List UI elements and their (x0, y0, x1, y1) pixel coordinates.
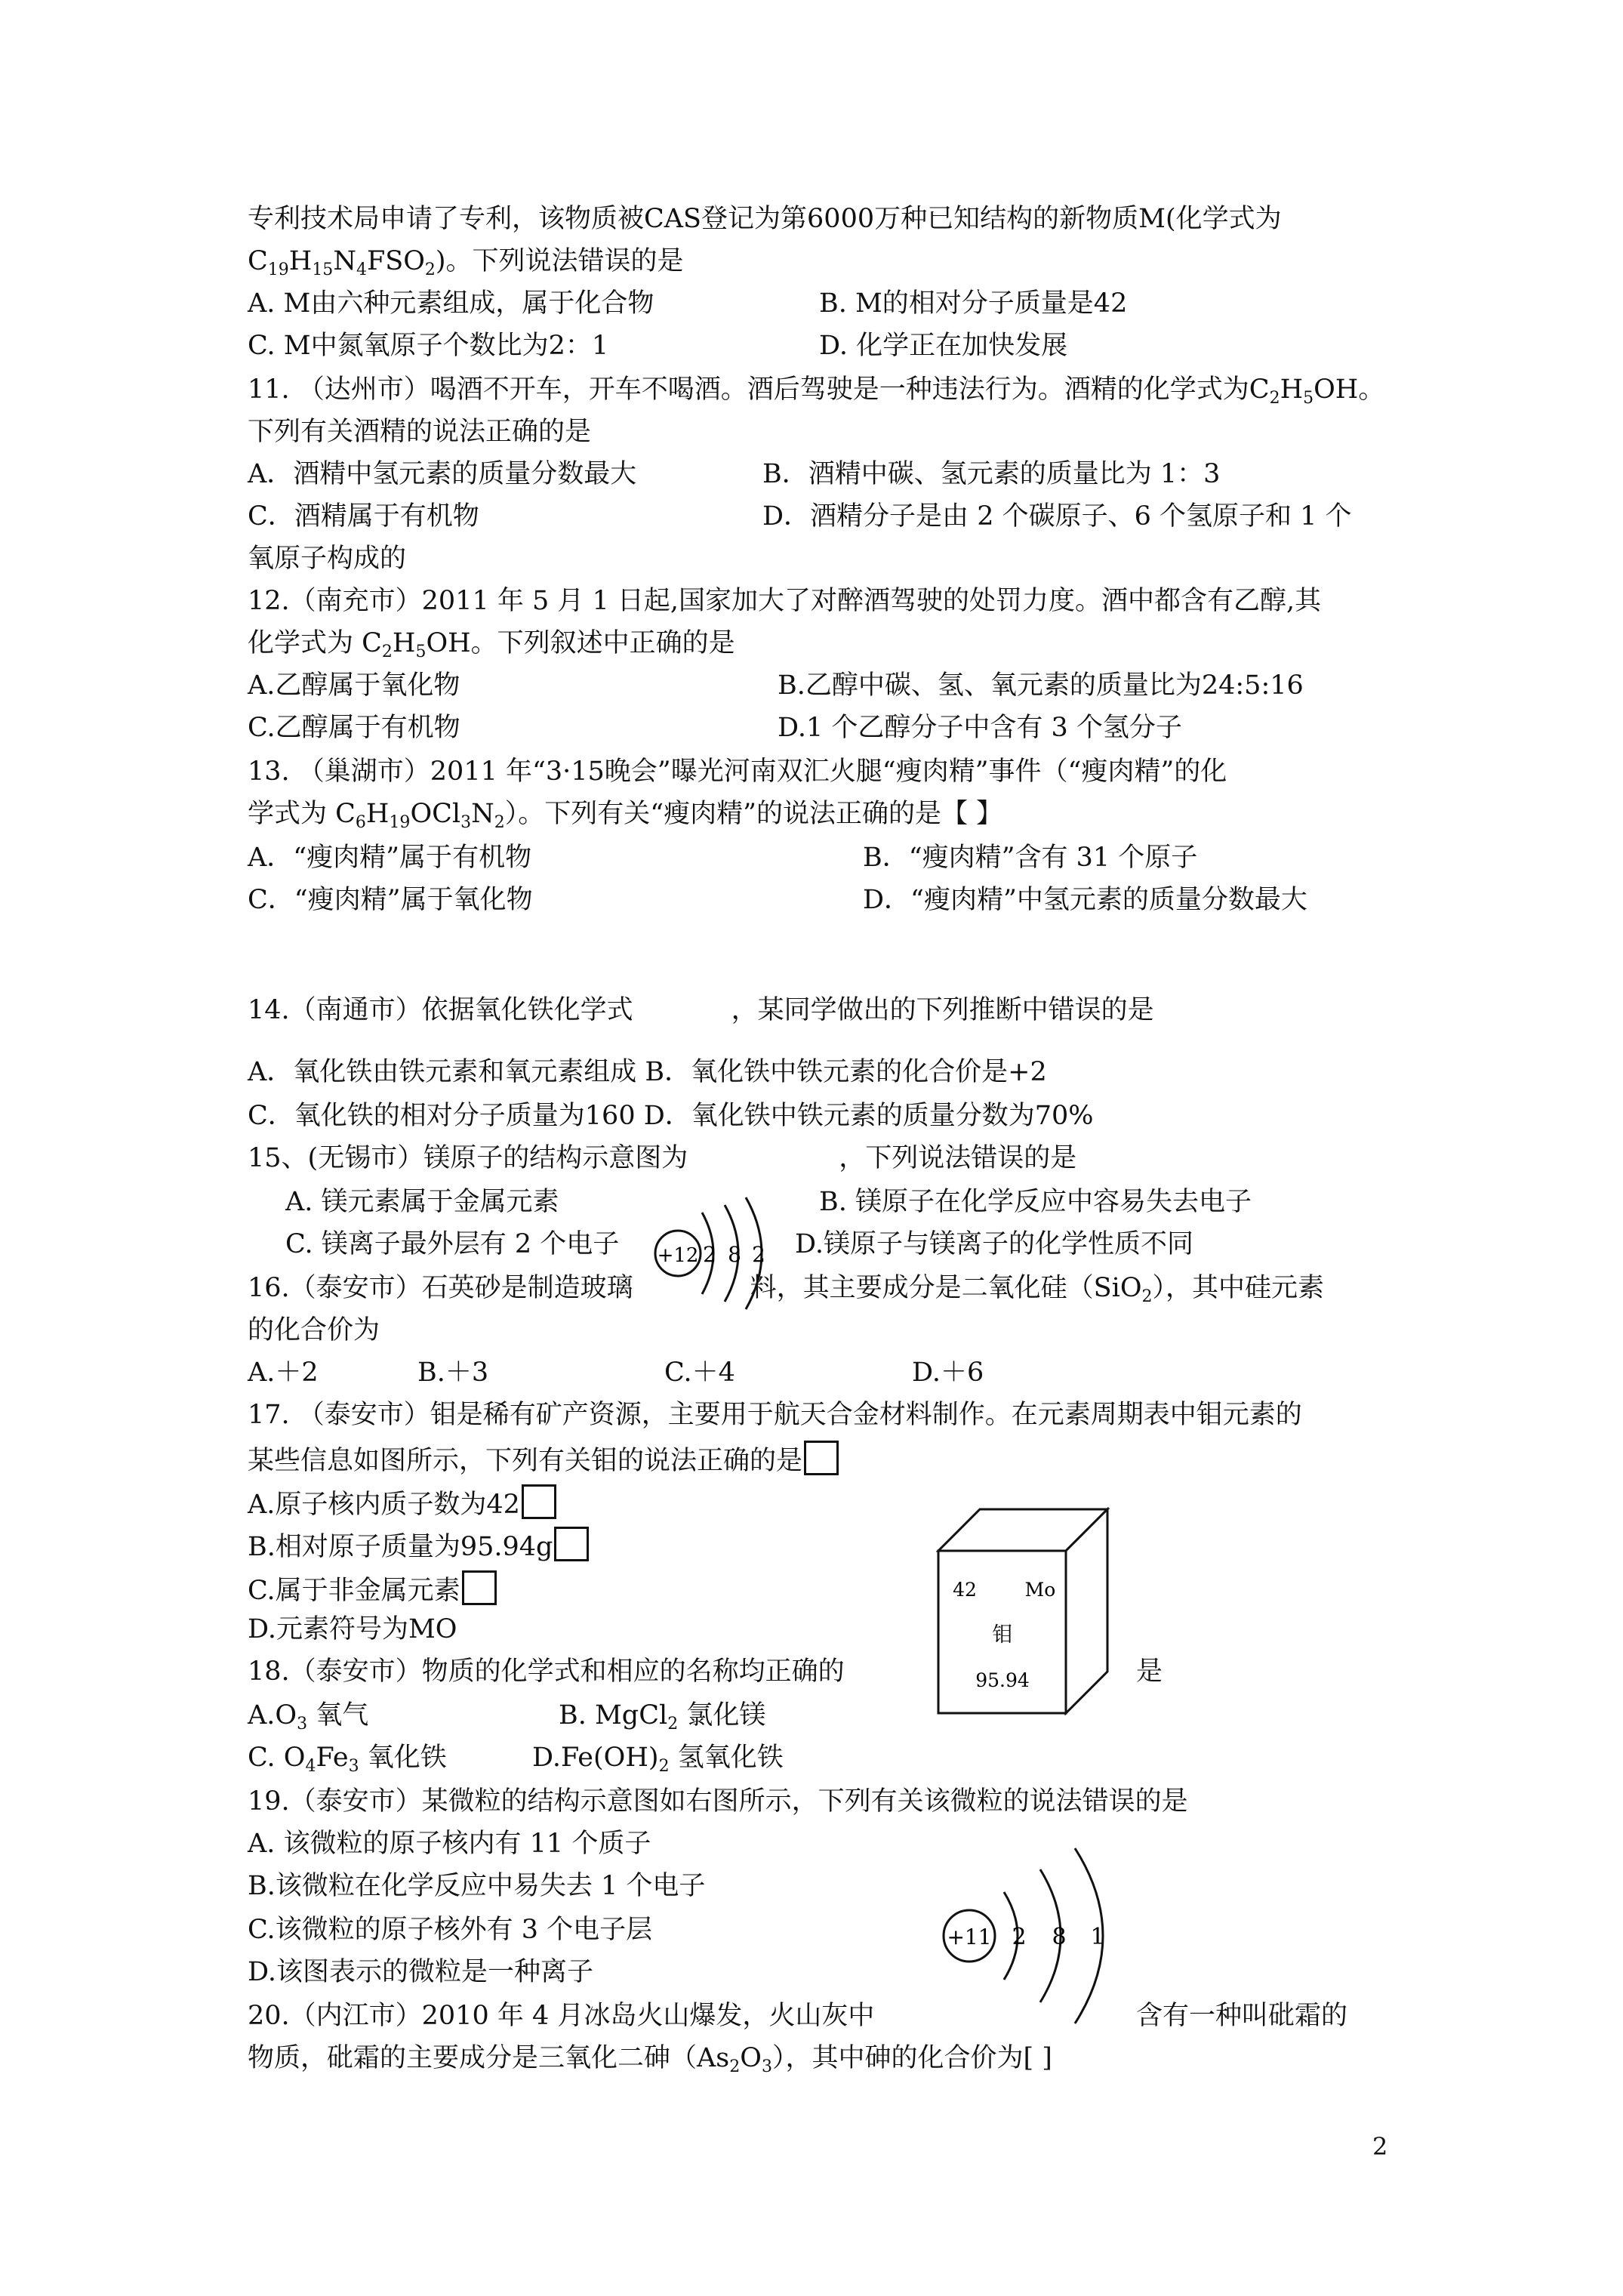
q19-option-a: A. 该微粒的原子核内有 11 个质子 (248, 1829, 651, 1859)
q11-line1: 11. （达州市）喝酒不开车，开车不喝酒。酒后驾驶是一种违法行为。酒精的化学式为$C_2H_5OH$。 (248, 374, 1385, 408)
q13-line2: 学式为 $C_6H_{19}OCl_3N_2$）。下列有关“瘦肉精”的说法正确的是【 】 (248, 799, 1003, 832)
q12-line1: 12.（南充市）2011 年 5 月 1 日起,国家加大了对醉酒驾驶的处罚力度。酒中都含有乙醇,其 (248, 586, 1322, 616)
q19-option-b: B.该微粒在化学反应中易失去 1 个电子 (248, 1871, 706, 1901)
q20-line1: 20.（内江市）2010 年 4 月冰岛火山爆发，火山灰中 (248, 2001, 875, 2031)
q16-line1: 16.（泰安市）石英砂是制造玻璃 料，其主要成分是二氧化硅（SiO$_2$），其中硅元素 (248, 1273, 1325, 1306)
q11-option-d: D．酒精分子是由 2 个碳原子、6 个氢原子和 1 个 (762, 501, 1352, 532)
q11-option-b: B．酒精中碳、氢元素的质量比为 1：3 (762, 459, 1221, 489)
q12-option-c: C.乙醇属于有机物 (248, 713, 460, 743)
q13-option-d: D．“瘦肉精”中氢元素的质量分数最大 (863, 885, 1307, 915)
q13-option-b: B．“瘦肉精”含有 31 个原子 (863, 843, 1198, 873)
q10-option-b: B. M的相对分子质量是42 (819, 288, 1128, 319)
q17-option-d: D.元素符号为MO (248, 1614, 457, 1644)
q14-options-cd: C．氧化铁的相对分子质量为160 D．氧化铁中铁元素的质量分数为70% (248, 1101, 1094, 1131)
q11-option-d-cont: 氧原子构成的 (248, 544, 407, 574)
q18-option-a: $A.O_3$ 氧气 (248, 1700, 369, 1734)
q17-option-a: A.原子核内质子数为42 (248, 1484, 556, 1521)
q15-option-c: C. 镁离子最外层有 2 个电子 (285, 1229, 620, 1259)
q16-line2: 的化合价为 (248, 1315, 380, 1345)
shell-electrons-1: 2 (703, 1242, 716, 1267)
q12-option-a: A.乙醇属于氧化物 (248, 670, 460, 701)
atomic-number: 42 (953, 1579, 977, 1601)
page-number: 2 (1372, 2132, 1388, 2161)
magnesium-atom-diagram (649, 1193, 793, 1329)
q19-line1: 19.（泰安市）某微粒的结构示意图如右图所示，下列有关该微粒的说法错误的是 (248, 1786, 1188, 1817)
q16-option-a: A.＋2 (248, 1358, 319, 1388)
nucleus-charge: +11 (947, 1925, 992, 1949)
answer-box (804, 1441, 839, 1475)
shell-electrons-2: 8 (728, 1242, 741, 1267)
q12-option-d: D.1 个乙醇分子中含有 3 个氢分子 (778, 713, 1182, 743)
q10-line1: 专利技术局申请了专利，该物质被CAS登记为第6000万种已知结构的新物质M(化学式为 (248, 204, 1282, 234)
q10-line2: $C_{19}H_{15}N_4FSO_2$)。下列说法错误的是 (248, 246, 684, 279)
q11-option-a: A．酒精中氢元素的质量分数最大 (248, 459, 637, 489)
q16-option-c: C.＋4 (664, 1358, 735, 1388)
q20-line1-end: 含有一种叫砒霜的 (1136, 2001, 1348, 2031)
q11-line2: 下列有关酒精的说法正确的是 (248, 417, 592, 447)
q18-option-b: B. MgCl$_2$ 氯化镁 (559, 1700, 766, 1734)
q15-option-d: D.镁原子与镁离子的化学性质不同 (795, 1229, 1193, 1259)
sodium-atom-diagram (936, 1842, 1125, 2039)
shell-electrons-2: 8 (1052, 1924, 1067, 1950)
q17-line1: 17. （泰安市）钼是稀有矿产资源，主要用于航天合金材料制作。在元素周期表中钼元素的 (248, 1400, 1302, 1430)
q20-line2: 物质，砒霜的主要成分是三氧化二砷$(As_2O_3)$，其中砷的化合价为[ ] (248, 2043, 1052, 2076)
q14-options-ab: A．氧化铁由铁元素和氧元素组成 B．氧化铁中铁元素的化合价是+2 (248, 1057, 1047, 1087)
q12-option-b: B.乙醇中碳、氢、氧元素的质量比为24:5:16 (778, 670, 1304, 701)
answer-box (462, 1570, 497, 1605)
q18-option-d: $D.Fe(OH)_2$ 氢氧化铁 (532, 1743, 784, 1776)
q13-option-c: C．“瘦肉精”属于氧化物 (248, 885, 533, 915)
atomic-mass: 95.94 (975, 1669, 1030, 1691)
q14-line1: 14.（南通市）依据氧化铁化学式 ，某同学做出的下列推断中错误的是 (248, 995, 1154, 1025)
element-name: 钼 (992, 1623, 1013, 1647)
shell-electrons-3: 2 (752, 1242, 765, 1267)
nucleus-charge: +12 (657, 1244, 699, 1267)
q19-option-d: D.该图表示的微粒是一种离子 (248, 1957, 593, 1987)
element-symbol: Mo (1024, 1579, 1056, 1601)
q15-option-b: B. 镁原子在化学反应中容易失去电子 (819, 1187, 1252, 1217)
shell-electrons-3: 1 (1090, 1924, 1105, 1950)
q10-option-c: C. M中氮氧原子个数比为2：1 (248, 331, 609, 361)
q18-option-c: C. $O_4Fe_3$ 氧化铁 (248, 1743, 447, 1776)
q16-option-b: B.＋3 (417, 1358, 489, 1388)
answer-box (554, 1527, 589, 1561)
q10-option-a: A. M由六种元素组成，属于化合物 (248, 288, 654, 319)
q10-option-d: D. 化学正在加快发展 (819, 331, 1068, 361)
q13-option-a: A．“瘦肉精”属于有机物 (248, 843, 532, 873)
q13-line1: 13. （巢湖市）2011 年“3·15晚会”曝光河南双汇火腿“瘦肉精”事件（“瘦肉精”的化 (248, 757, 1227, 787)
q12-line2: 化学式为 $C_2H_5OH$。下列叙述中正确的是 (248, 628, 735, 661)
q17-line2: 某些信息如图所示，下列有关钼的说法正确的是 (248, 1441, 839, 1478)
q17-option-c: C.属于非金属元素 (248, 1570, 497, 1607)
q17-option-b: B.相对原子质量为95.94g (248, 1527, 589, 1564)
q15-option-a: A. 镁元素属于金属元素 (285, 1187, 559, 1217)
q11-option-c: C．酒精属于有机物 (248, 501, 479, 532)
q16-option-d: D.＋6 (912, 1358, 984, 1388)
q18-line1-end: 是 (1136, 1657, 1163, 1687)
q19-option-c: C.该微粒的原子核外有 3 个电子层 (248, 1915, 653, 1945)
molybdenum-element-card (936, 1507, 1110, 1715)
q15-line1: 15、(无锡市）镁原子的结构示意图为 ，下列说法错误的是 (248, 1143, 1077, 1173)
answer-box (522, 1484, 556, 1519)
shell-electrons-1: 2 (1012, 1924, 1027, 1950)
q18-line1: 18.（泰安市）物质的化学式和相应的名称均正确的 (248, 1657, 845, 1687)
